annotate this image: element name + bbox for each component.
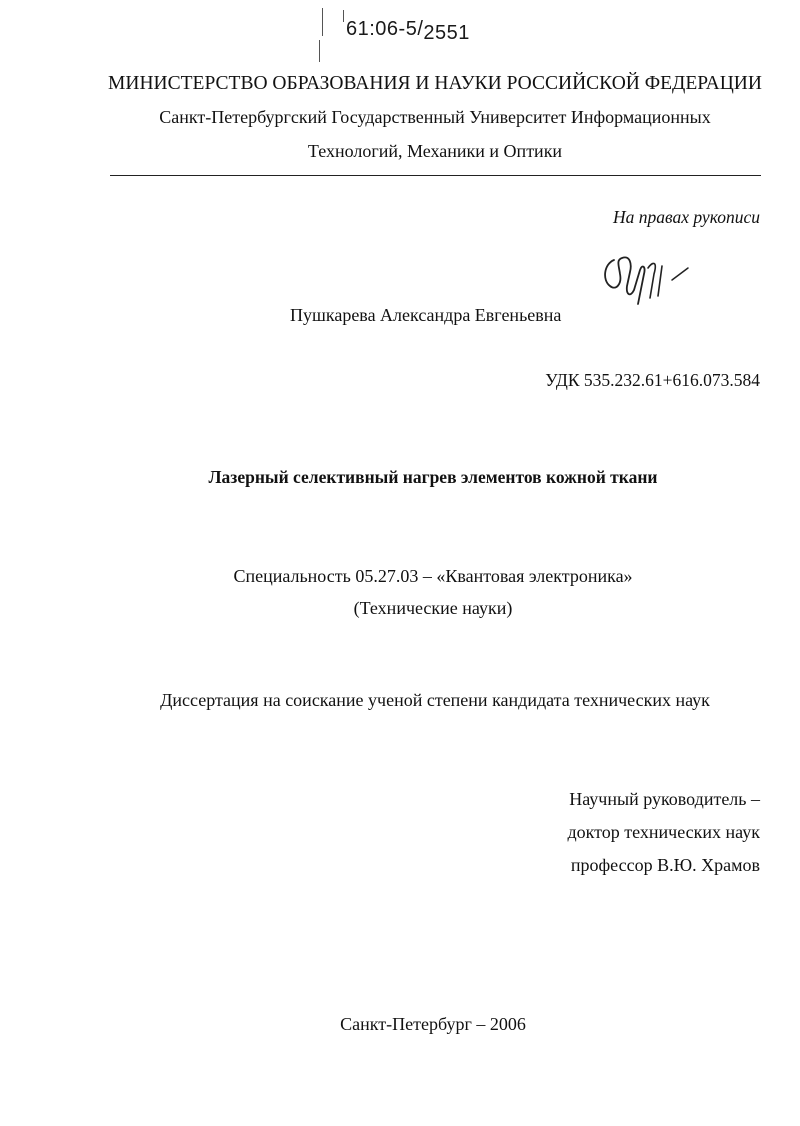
archive-code-main: 61:06-5/ — [346, 18, 424, 40]
ministry-heading: МИНИСТЕРСТВО ОБРАЗОВАНИЯ И НАУКИ РОССИЙСКОЙ ФЕДЕРАЦИИ — [108, 73, 762, 94]
manuscript-rights-note: На правах рукописи — [613, 207, 760, 227]
dissertation-title: Лазерный селективный нагрев элементов кожной ткани — [208, 467, 658, 487]
university-name-line1: Санкт-Петербургский Государственный Университет Информационных — [159, 107, 711, 127]
archive-code — [346, 18, 470, 44]
advisor-role: Научный руководитель – — [569, 789, 760, 809]
udc-code: УДК 535.232.61+616.073.584 — [545, 370, 760, 390]
advisor-name: профессор В.Ю. Храмов — [570, 855, 760, 875]
science-field: (Технические науки) — [353, 598, 513, 618]
place-and-year: Санкт-Петербург – 2006 — [340, 1014, 526, 1034]
advisor-degree: доктор технических наук — [567, 822, 760, 842]
university-name-line2: Технологий, Механики и Оптики — [307, 141, 563, 161]
author-signature — [600, 246, 695, 308]
dissertation-type: Диссертация на соискание ученой степени кандидата технических наук — [160, 690, 710, 710]
archive-code-sub: 2551 — [423, 22, 470, 44]
specialty-line: Специальность 05.27.03 – «Квантовая электроника» — [233, 566, 633, 586]
header-divider — [110, 175, 761, 176]
author-name: Пушкарева Александра Евгеньевна — [290, 305, 562, 325]
